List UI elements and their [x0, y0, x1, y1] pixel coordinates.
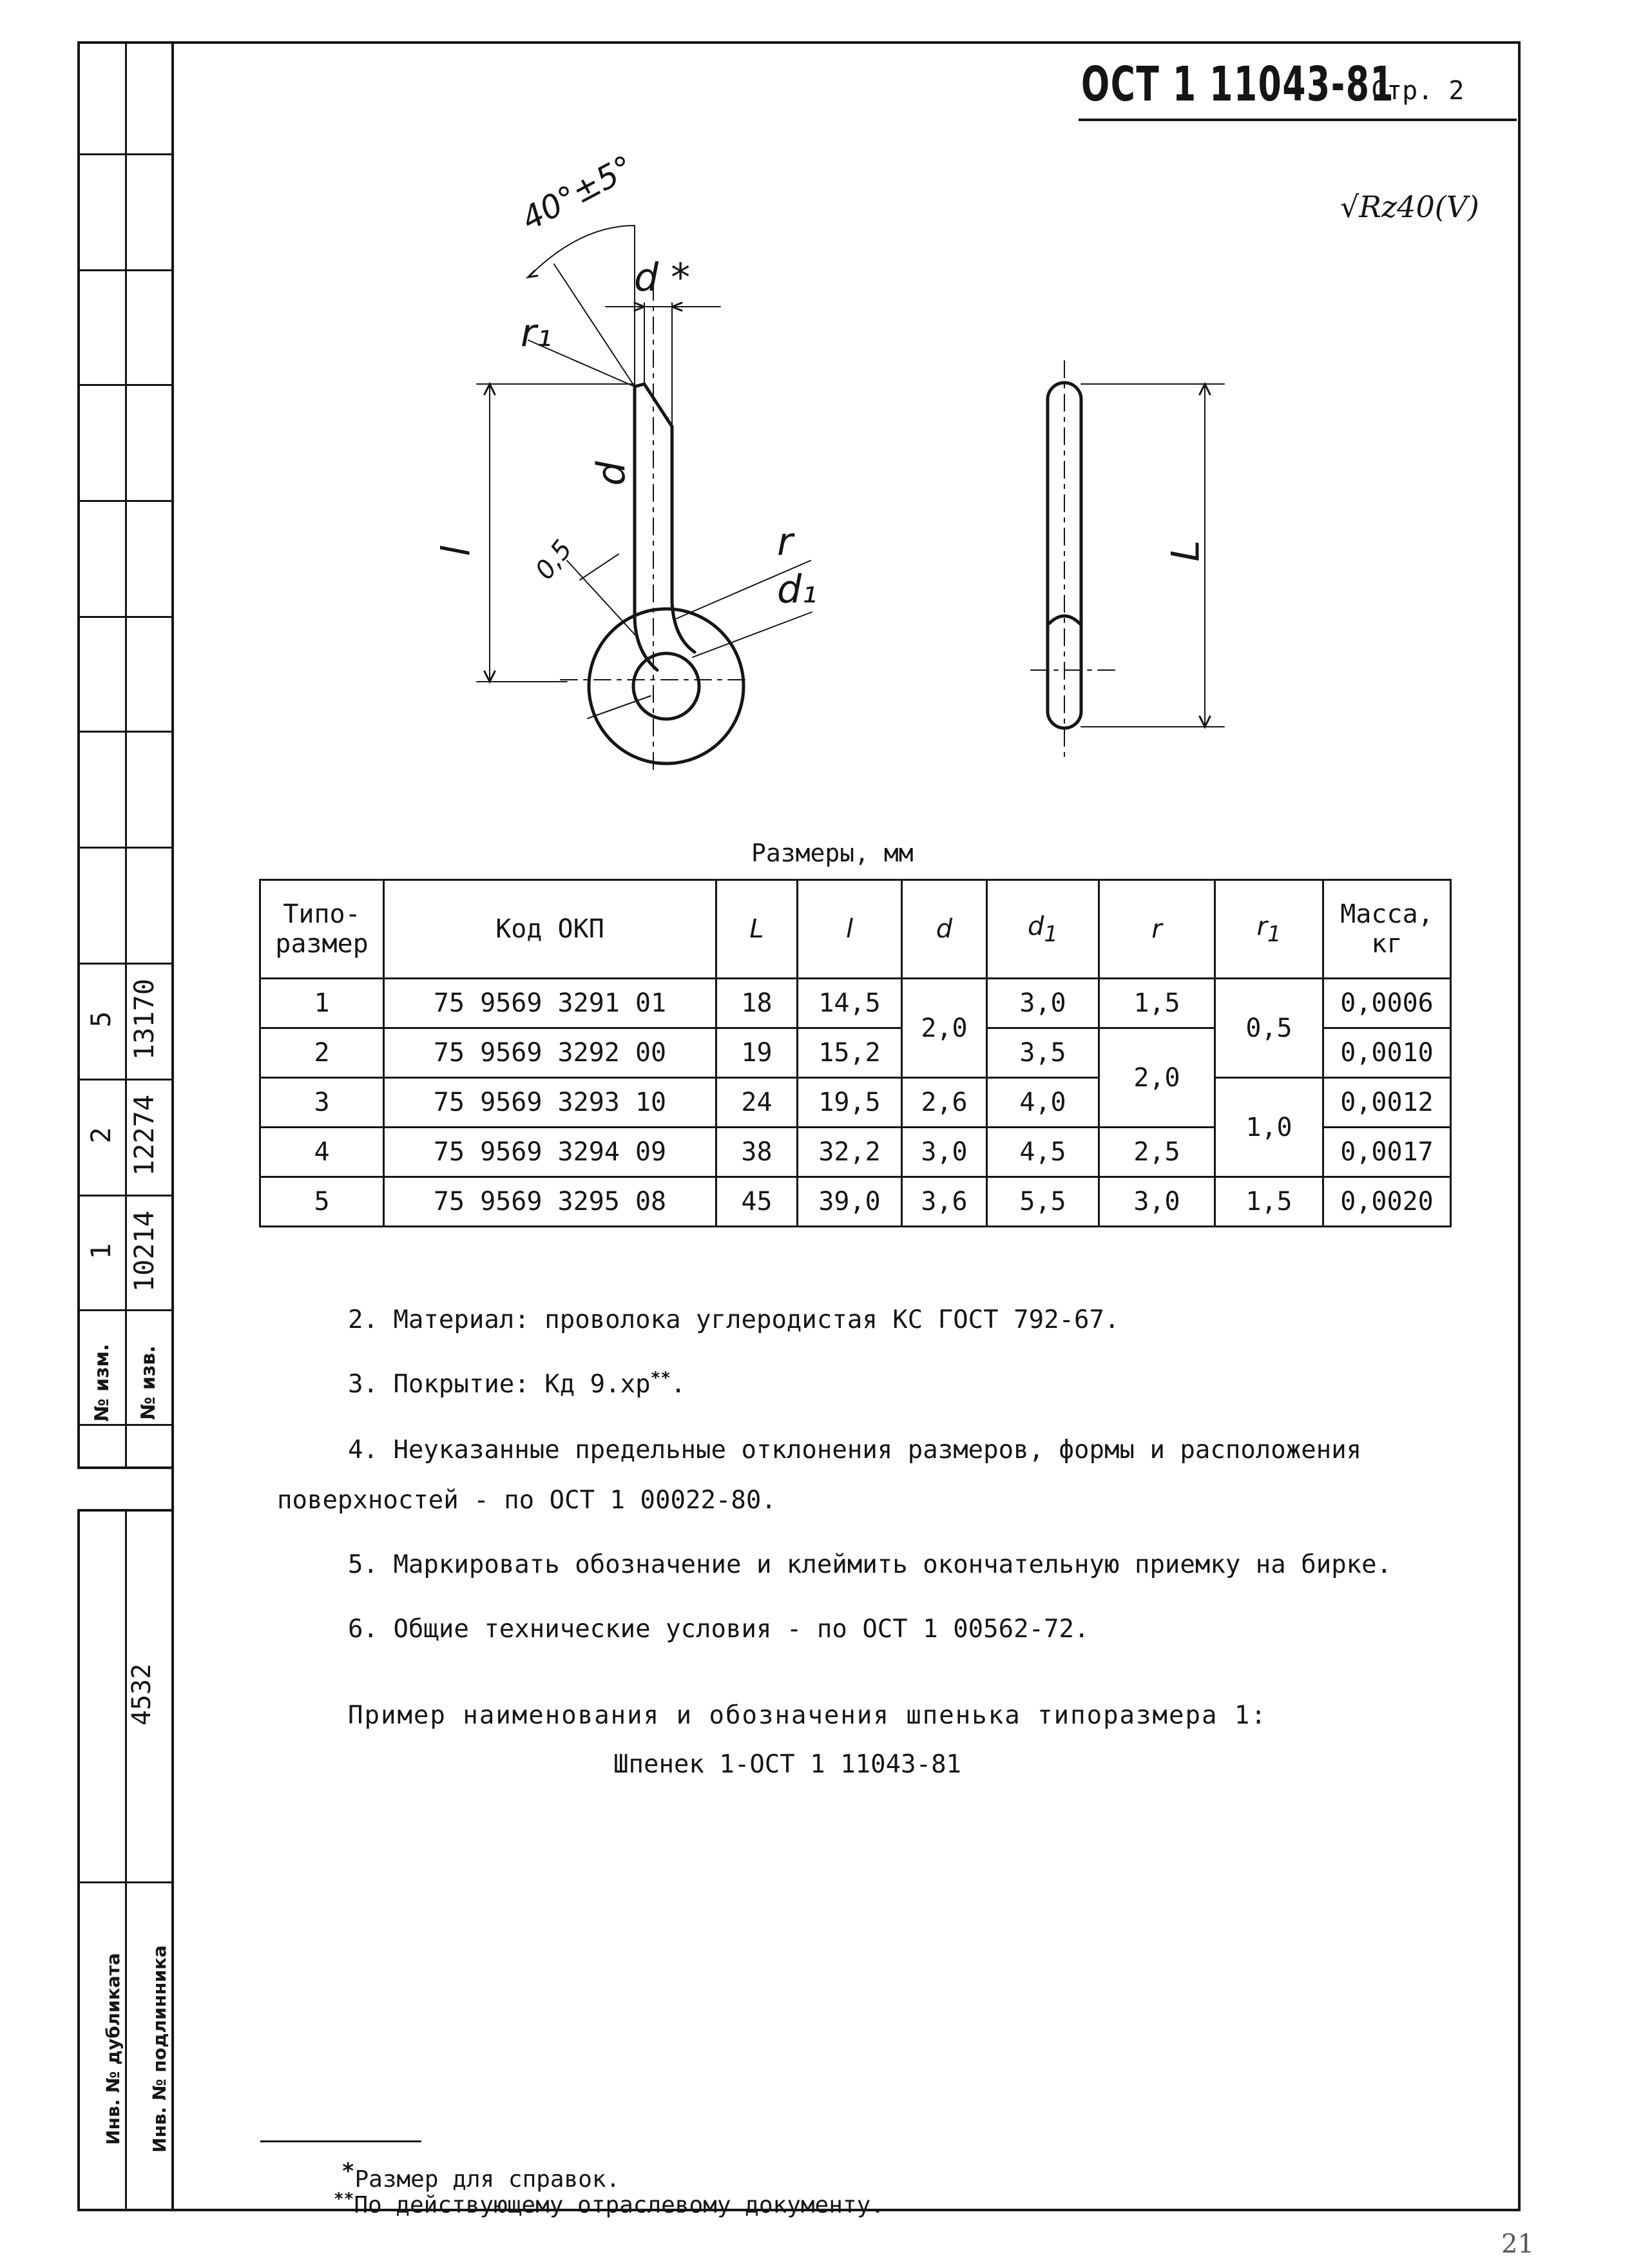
note-coating-mark: **	[650, 1369, 671, 1388]
pin-drawing	[0, 0, 1652, 838]
izv-value-12274: 12274	[128, 1094, 160, 1177]
l-label: l	[434, 545, 479, 557]
note-material: 2. Материал: проволока углеродистая КС ГОСТ 792-67.	[348, 1305, 1120, 1334]
r1-label: r₁	[521, 311, 552, 356]
L-label: L	[1163, 540, 1209, 562]
angle-label: 40°±5°	[515, 148, 640, 238]
note-tolerances-cont: поверхностей - по ОСТ 1 00022-80.	[277, 1486, 776, 1515]
podlinnik-number: 4532	[127, 1663, 157, 1726]
note-marking: 5. Маркировать обозначение и клеймить окончательную приемку на бирке.	[348, 1550, 1392, 1579]
table-row: 3 75 9569 3293 10 24 19,5 2,6 4,0 1,0 0,0012	[260, 1078, 1451, 1128]
example-line2: Шпенек 1-ОСТ 1 11043-81	[613, 1750, 962, 1779]
dimensions-table	[259, 879, 1452, 1227]
podlinnik-label: Инв. № подлинника	[149, 1945, 170, 2153]
footnote-2: **По действующему отраслевому документу.	[334, 2189, 885, 2218]
r-label: r	[777, 519, 793, 564]
page-label: Стр. 2	[1371, 76, 1465, 106]
col-l: l	[798, 880, 902, 979]
izm-label: № изм.	[91, 1343, 113, 1422]
izv-label: № изв.	[137, 1345, 160, 1420]
table-row: 4 75 9569 3294 09 38 32,2 3,0 4,5 2,5 0,0017	[260, 1128, 1451, 1177]
d-label: d	[589, 461, 635, 486]
col-mass: Масса, кг	[1323, 880, 1451, 979]
col-r1: $r_1$	[1215, 880, 1323, 979]
chamfer-label: 0,5	[530, 534, 579, 586]
table-row: 2 75 9569 3292 00 19 15,2 3,5 2,0 0,0010	[260, 1028, 1451, 1078]
dublikat-label: Инв. № дубликата	[102, 1953, 124, 2145]
col-r: r	[1099, 880, 1215, 979]
roughness-symbol: √Rz40(V)	[1340, 189, 1479, 224]
col-okp: Код ОКП	[384, 880, 716, 979]
d1-label: d₁	[777, 567, 818, 612]
table-caption: Размеры, мм	[751, 839, 914, 867]
footnote-1: *Размер для справок.	[341, 2158, 620, 2193]
table-header-row	[260, 880, 1451, 979]
document-code: ОСТ 1 11043-81	[1081, 57, 1395, 112]
col-d: d	[902, 880, 987, 979]
col-size: Типо- размер	[260, 880, 384, 979]
page-number: 21	[1501, 2229, 1534, 2259]
izm-value-5: 5	[85, 1011, 117, 1028]
footnote-rule	[260, 2140, 421, 2142]
col-L: L	[716, 880, 798, 979]
example-line1: Пример наименования и обозначения шпенька типоразмера 1:	[348, 1701, 1267, 1730]
table-row: 5 75 9569 3295 08 45 39,0 3,6 5,5 3,0 1,5 0,0020	[260, 1177, 1451, 1227]
table-row: 1 75 9569 3291 01 18 14,5 2,0 3,0 1,5 0,5 0,0006	[260, 979, 1451, 1028]
izv-value-13170: 13170	[128, 978, 160, 1061]
izm-value-2: 2	[85, 1127, 117, 1144]
note-tolerances: 4. Неуказанные предельные отклонения размеров, формы и расположения	[348, 1436, 1362, 1465]
col-d1: $d_1$	[987, 880, 1099, 979]
note-tech-conditions: 6. Общие технические условия - по ОСТ 1 00562-72.	[348, 1615, 1090, 1644]
izm-value-1: 1	[85, 1243, 117, 1260]
izv-value-10214: 10214	[128, 1210, 160, 1293]
d-star-label: d *	[634, 255, 691, 300]
note-coating: 3. Покрытие: Кд 9.хр**.	[348, 1369, 686, 1399]
